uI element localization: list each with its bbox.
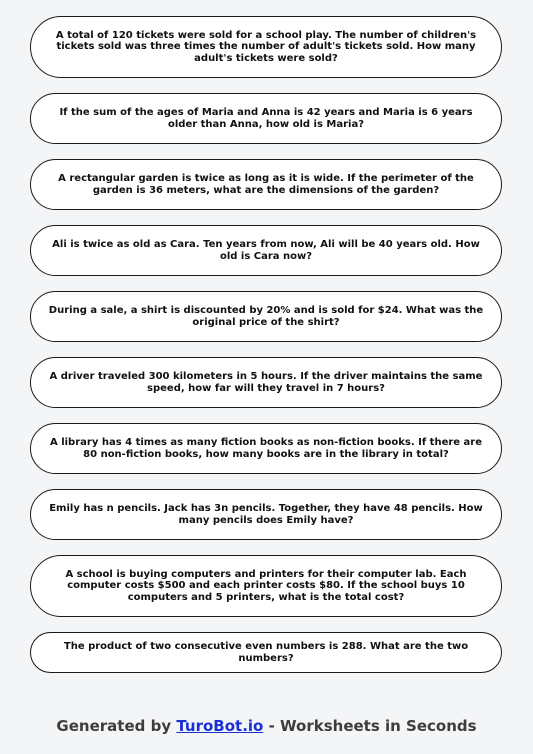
question-text: Emily has n pencils. Jack has 3n pencils. Together, they have 48 pencils. How many pencils does Emily have? [49, 503, 483, 526]
question-text: During a sale, a shirt is discounted by 20% and is sold for $24. What was the original price of the shirt? [48, 305, 484, 328]
question-text: If the sum of the ages of Maria and Anna is 42 years and Maria is 6 years older than Anna, how old is Maria? [59, 107, 473, 130]
question-text: A library has 4 times as many fiction books as non-fiction books. If there are 80 non-fiction books, how many books are in the library in total? [49, 437, 483, 460]
question-text: A total of 120 tickets were sold for a school play. The number of children's tickets sold was three times the number of adult's tickets sold. How many adult's tickets were sold? [55, 29, 477, 64]
question-card [30, 489, 502, 540]
footer [0, 717, 533, 735]
question-text: A school is buying computers and printers for their computer lab. Each computer costs $500 and each printer costs $80. If the school buys 10 computers and 5 printers, what is the total cost? [65, 568, 467, 603]
turobot-link[interactable]: TuroBot.io [176, 717, 264, 735]
question-card [30, 225, 502, 276]
question-text: Ali is twice as old as Cara. Ten years from now, Ali will be 40 years old. How old is Cara now? [52, 239, 480, 262]
question-card [30, 632, 502, 673]
question-card [30, 357, 502, 408]
footer-suffix: - Worksheets in Seconds [263, 717, 477, 735]
question-text: The product of two consecutive even numbers is 288. What are the two numbers? [63, 641, 469, 664]
question-card [30, 93, 502, 144]
question-text: A rectangular garden is twice as long as it is wide. If the perimeter of the garden is 36 meters, what are the dimensions of the garden? [58, 173, 474, 196]
question-card [30, 159, 502, 210]
question-card [30, 291, 502, 342]
question-card [30, 16, 502, 78]
question-card [30, 423, 502, 474]
worksheet-question-list [30, 16, 502, 673]
footer-prefix: Generated by [56, 717, 177, 735]
question-card [30, 555, 502, 617]
question-text: A driver traveled 300 kilometers in 5 hours. If the driver maintains the same speed, how far will they travel in 7 hours? [49, 371, 483, 394]
